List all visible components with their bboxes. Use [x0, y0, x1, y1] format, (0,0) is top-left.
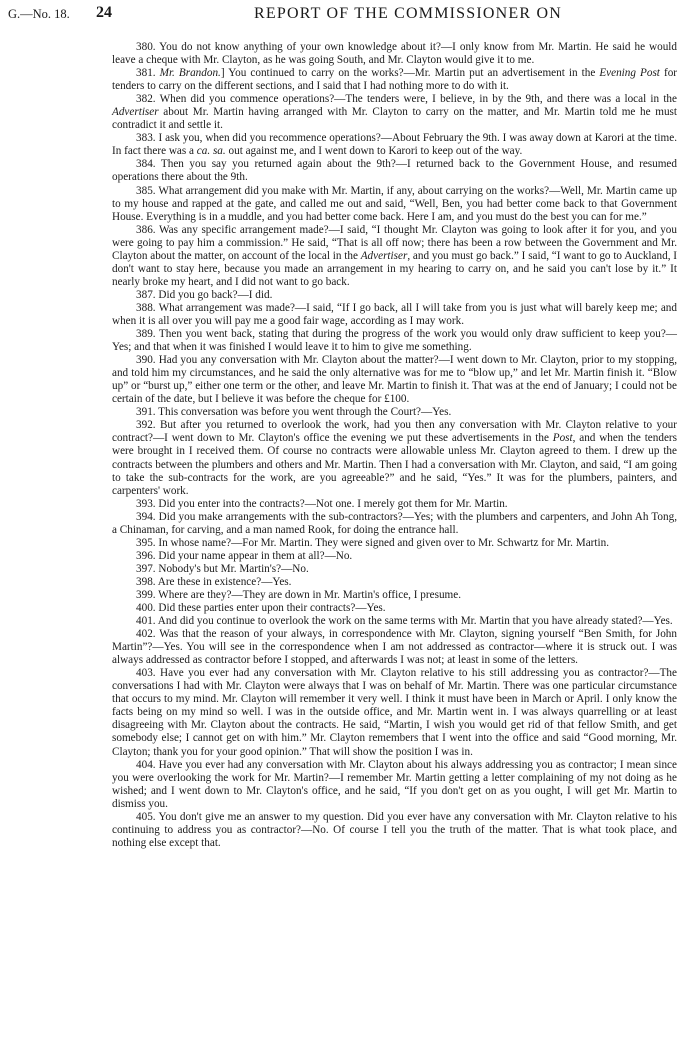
paragraph-text: 401. And did you continue to overlook the work on the same terms with Mr. Martin that you have already stated?—Yes.	[136, 615, 673, 628]
testimony-paragraph	[112, 550, 677, 563]
testimony-paragraph	[112, 667, 677, 758]
paragraph-text: 404. Have you ever had any conversation with Mr. Clayton about his always addressing you as contractor; I mean since you were overlooking the work for Mr. Martin?—I remember Mr. Martin getting a letter complaining of my not doing as he wished; and I went down to Mr. Clayton's office, and he said, “If you don't get on as you ought, I will get Mr. Martin to dismiss you.	[112, 758, 677, 810]
paragraph-text: 397. Nobody's but Mr. Martin's?—No.	[136, 562, 309, 575]
paragraph-text: 383. I ask you, when did you recommence operations?—About February the 9th. I was away down at Karori at the time. In fact there was a	[112, 132, 677, 158]
testimony-paragraph	[112, 328, 677, 354]
paragraph-text: 402. Was that the reason of your always, in correspondence with Mr. Clayton, signing yourself “Ben Smith, for John Martin”?—Yes. You will see in the correspondence when I am not addressed as contractor—where it is struck out. I was always addressed as contractor before I stopped, and afterwards I was not; at least in some of the letters.	[112, 628, 677, 667]
paragraph-text: 391. This conversation was before you went through the Court?—Yes.	[136, 406, 452, 419]
testimony-paragraph	[112, 93, 677, 132]
paragraph-text: 396. Did your name appear in them at all?—No.	[136, 549, 353, 562]
testimony-body	[112, 41, 677, 850]
paragraph-text: 385. What arrangement did you make with Mr. Martin, if any, about carrying on the works?—Well, Mr. Martin came up to my house and rapped at the gate, and called me out and said, “Well, Ben, you had better come back to that Government House. Everything is in a muddle, and you had better come back. Here I am, and you must do the best you can for me.”	[112, 184, 677, 223]
testimony-paragraph	[112, 354, 677, 406]
testimony-paragraph	[112, 602, 677, 615]
italic-reference: ca. sa.	[196, 145, 226, 158]
paragraph-text: , and when the tenders were brought in I received them. Of course no contracts were allowable unless Mr. Clayton agreed to them. I drew up the contracts between the plumbers and others and Mr. Martin. Then I had a conversation with Mr. Clayton, and said, “I am going to take the sub-contracts for the work, are you agreeable?” and he said, “Yes.” It was for the plumbers, painters, and carpenters' work.	[112, 432, 678, 497]
testimony-paragraph	[112, 419, 677, 497]
paragraph-text: 398. Are these in existence?—Yes.	[136, 575, 292, 588]
italic-reference: Evening Post	[599, 67, 660, 80]
paragraph-text: 381.	[136, 67, 160, 80]
paragraph-text: for tenders to carry on the different sections, and I said that I had nothing more to do with it.	[112, 67, 678, 93]
paragraph-text: 382. When did you commence operations?—The tenders were, I believe, in by the 9th, and there was a local in the	[136, 93, 677, 106]
paragraph-text: out against me, and I went down to Karori to keep out of the way.	[225, 145, 523, 158]
testimony-paragraph	[112, 185, 677, 224]
testimony-paragraph	[112, 498, 677, 511]
italic-reference: Advertiser	[112, 106, 159, 119]
paragraph-text: 400. Did these parties enter upon their contracts?—Yes.	[136, 602, 386, 615]
testimony-paragraph	[112, 132, 677, 158]
paragraph-text: 399. Where are they?—They are down in Mr. Martin's office, I presume.	[136, 588, 461, 601]
paragraph-text: ] You continued to carry on the works?—Mr. Martin put an advertisement in the	[220, 67, 600, 80]
testimony-paragraph	[112, 576, 677, 589]
page-number: 24	[96, 4, 112, 21]
paragraph-text: 389. Then you went back, stating that during the progress of the work you would only draw sufficient to keep you?—Yes; and that when it was finished I would leave it to him to give me something.	[112, 328, 677, 354]
running-title: REPORT OF THE COMMISSIONER ON	[254, 5, 562, 22]
testimony-paragraph	[112, 615, 677, 628]
testimony-paragraph	[112, 511, 677, 537]
testimony-paragraph	[112, 759, 677, 811]
testimony-paragraph	[112, 67, 677, 93]
testimony-paragraph	[112, 224, 677, 289]
italic-reference: Mr. Brandon.	[159, 67, 221, 80]
testimony-paragraph	[112, 537, 677, 550]
paragraph-text: 390. Had you any conversation with Mr. Clayton about the matter?—I went down to Mr. Clayton, prior to my stopping, and told him my circumstances, and he said the only alternative was for me to “blow up,” and let Mr. Martin finish it. “Blow up” or “burst up,” either one term or the other, and leave Mr. Martin to finish it. That was at the end of January; I could not be certain of the date, but I believe it was before the cheque for £100.	[112, 354, 677, 406]
paragraph-text: 394. Did you make arrangements with the sub-contractors?—Yes; with the plumbers and carpenters, and John Ah Tong, a Chinaman, for carving, and a man named Rook, for doing the entrance hall.	[112, 510, 677, 536]
italic-reference: Advertiser	[360, 249, 408, 262]
testimony-paragraph	[112, 628, 677, 667]
paragraph-text: about Mr. Martin having arranged with Mr. Clayton to carry on the matter, and Mr. Martin told me he must contradict it and settle it.	[112, 106, 677, 132]
testimony-paragraph	[112, 406, 677, 419]
document-reference: G.—No. 18.	[8, 7, 70, 21]
paragraph-text: 392. But after you returned to overlook the work, had you then any conversation with Mr. Clayton relative to your contract?—I went down to Mr. Clayton's office the evening we put these advertisements in the	[112, 419, 677, 445]
paragraph-text: 384. Then you say you returned again about the 9th?—I returned back to the Government House, and resumed operations there about the 9th.	[112, 158, 677, 184]
testimony-paragraph	[112, 158, 677, 184]
paragraph-text: , and you must go back.” I said, “I want to go to Auckland, I don't want to stay here, because you made an arrangement in my hearing to carry on, and he said you can't lose by it.” It nearly broke my heart, and I did not want to go back.	[112, 249, 678, 288]
paragraph-text: 403. Have you ever had any conversation with Mr. Clayton relative to his still addressing you as contractor?—The conversations I had with Mr. Clayton were always that I was on behalf of Mr. Martin. There was one particular circumstance that occurs to my mind. Mr. Clayton will remember it very well. I think it must have been in March or April. I only know the facts being on my mind so well. I was in the outside office, and Mr. Martin went in. I was always quarrelling or at least disagreeing with Mr. Clayton about the contracts. He said, “Martin, I wish you would get rid of that fellow Smith, and get somebody else; I cannot get on with him.” Mr. Clayton remembers that I went into the office and said “Good morning, Mr. Clayton; thank you for your good opinion.” That will show the position I was in.	[112, 667, 677, 758]
paragraph-text: 380. You do not know anything of your own knowledge about it?—I only know from Mr. Martin. He said he would leave a cheque with Mr. Clayton, as he was going South, and Mr. Clayton would give it to me.	[112, 41, 677, 67]
italic-reference: Post	[552, 432, 573, 445]
paragraph-text: 387. Did you go back?—I did.	[136, 288, 273, 301]
testimony-paragraph	[112, 811, 677, 850]
paragraph-text: 386. Was any specific arrangement made?—I said, “I thought Mr. Clayton was going to look after it for you, and you were going to pay him a commission.” He said, “That is all off now; there has been a row between the Government and Mr. Clayton about the matter, on account of the local in the	[112, 223, 677, 262]
testimony-paragraph	[112, 589, 677, 602]
testimony-paragraph	[112, 563, 677, 576]
paragraph-text: 388. What arrangement was made?—I said, “If I go back, all I will take from you is just what will barely keep me; and when it is all over you will pay me a good fair wage, according as I may work.	[112, 301, 677, 327]
paragraph-text: 405. You don't give me an answer to my question. Did you ever have any conversation with Mr. Clayton relative to his continuing to address you as contractor?—No. Of course I tell you the truth of the matter. That is what took place, and nothing else except that.	[112, 810, 677, 849]
paragraph-text: 393. Did you enter into the contracts?—Not one. I merely got them for Mr. Martin.	[136, 497, 508, 510]
page-header	[8, 4, 692, 26]
paragraph-text: 395. In whose name?—For Mr. Martin. They were signed and given over to Mr. Schwartz for Mr. Martin.	[136, 536, 609, 549]
testimony-paragraph	[112, 41, 677, 67]
testimony-paragraph	[112, 302, 677, 328]
testimony-paragraph	[112, 289, 677, 302]
